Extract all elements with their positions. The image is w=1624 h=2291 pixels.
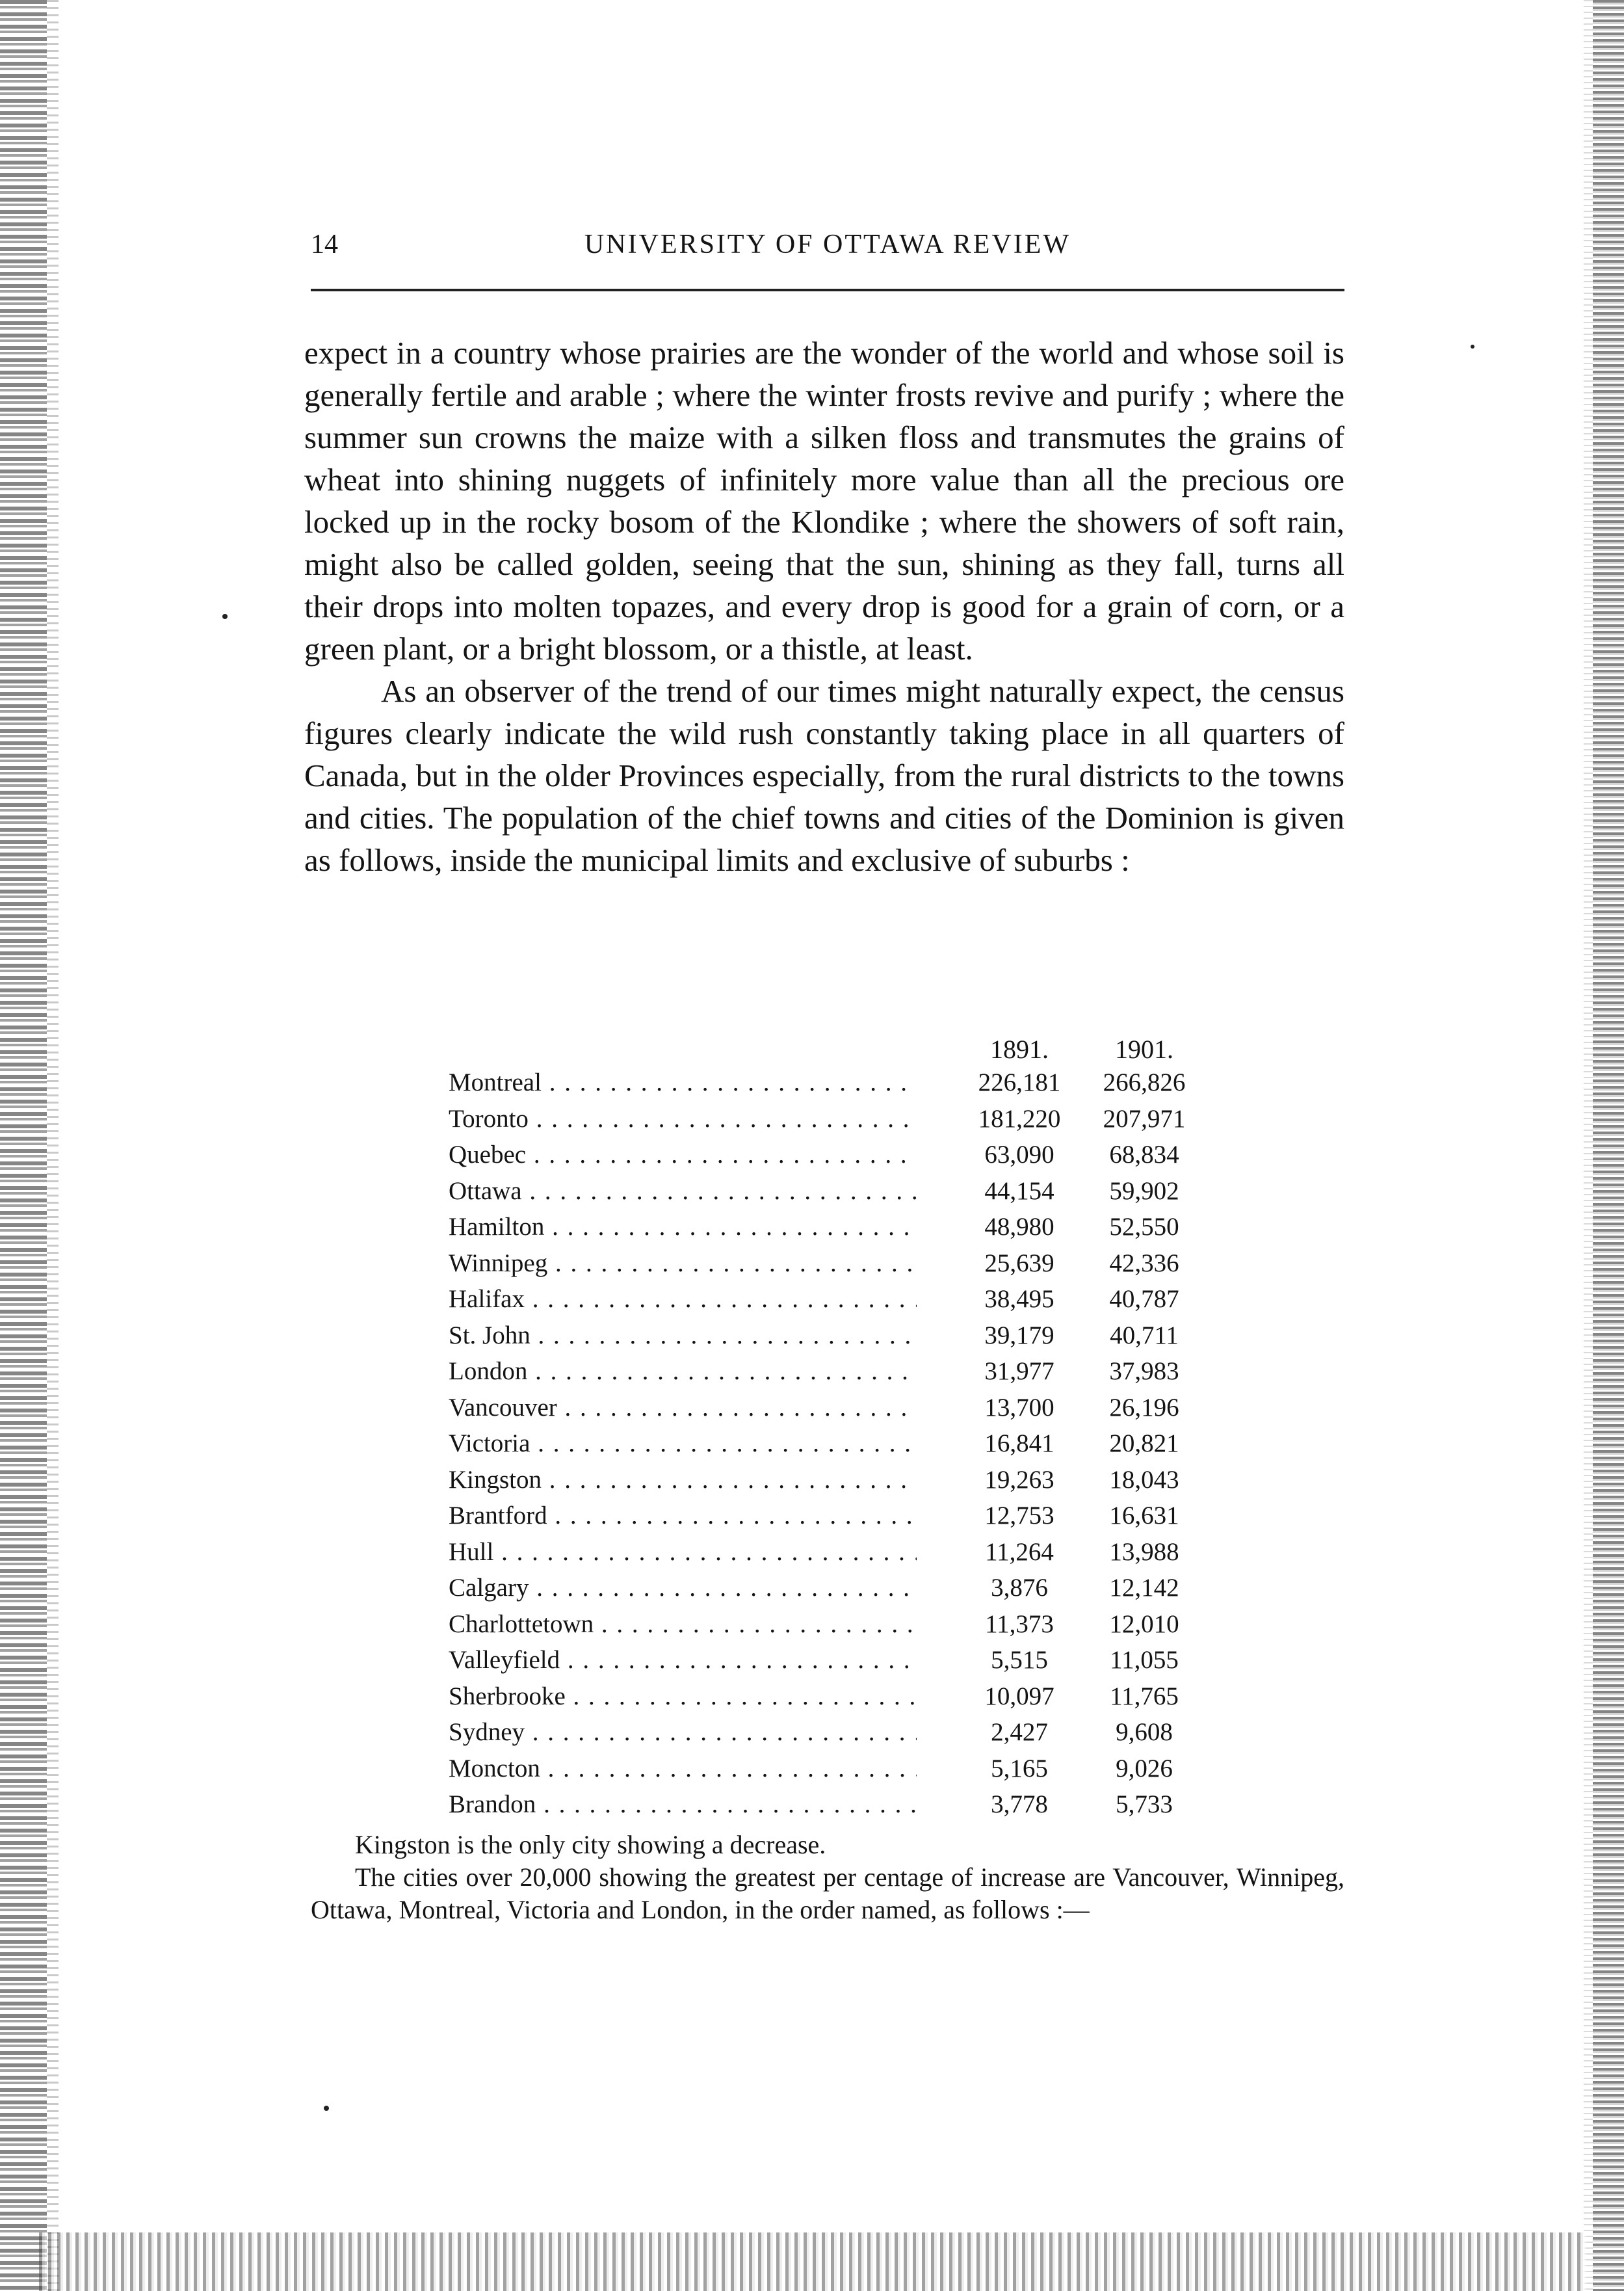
paragraph: As an observer of the trend of our times might naturally expect, the census figures clearly indicate the wild rush constantly taking place in all quarters of Canada, but in the older Provinces especially, from the rural districts to the towns and cities. The population of the chief towns and cities of the Dominion is given as follows, inside the municipal limits and exclusive of suburbs :	[304, 673, 1344, 878]
population-1901: 13,988	[1109, 1537, 1179, 1566]
population-1891: 16,841	[984, 1429, 1054, 1457]
scan-speck	[222, 614, 228, 619]
population-1891: 31,977	[984, 1357, 1054, 1385]
population-1901: 59,902	[1109, 1176, 1179, 1205]
population-1891: 12,753	[984, 1502, 1054, 1530]
city-name: Hull . . .	[449, 1537, 917, 1567]
running-head: UNIVERSITY OF OTTAWA REVIEW	[584, 230, 1071, 259]
population-1901: 12,010	[1109, 1609, 1179, 1638]
table-row	[449, 1537, 1216, 1574]
population-1891: 63,090	[984, 1141, 1054, 1169]
paragraph: expect in a country whose prairies are the wonder of the world and whose soil is generally fertile and arable ; where the winter frosts revive and purify ; where the summer sun crowns the maize with a silken floss and transmutes the grains of wheat into shining nuggets of infinitely more value than all the precious ore locked up in the rocky bosom of the Klondike ; where the showers of soft rain, might also be called golden, seeing that the sun, shining as they fall, turns all their drops into molten topazes, and every drop is good for a grain of corn, or a green plant, or a bright blossom, or a thistle, at least.	[304, 335, 1344, 667]
population-1891: 44,154	[984, 1176, 1054, 1205]
population-1901: 9,026	[1116, 1754, 1173, 1782]
population-1891: 19,263	[984, 1465, 1054, 1494]
column-header-1891: 1891.	[990, 1035, 1049, 1064]
table-row	[449, 1609, 1216, 1646]
table-row	[449, 1465, 1216, 1502]
body-text	[304, 332, 1344, 881]
population-1891: 10,097	[984, 1682, 1054, 1710]
population-1891: 13,700	[984, 1393, 1054, 1422]
city-name: Brantford . . .	[449, 1501, 917, 1530]
table-row	[449, 1104, 1216, 1141]
population-1901: 68,834	[1109, 1141, 1179, 1169]
population-1891: 3,778	[991, 1790, 1048, 1818]
population-1891: 11,373	[985, 1609, 1054, 1638]
page-number: 14	[311, 230, 338, 259]
scan-speck	[324, 2106, 329, 2111]
scan-left-edge-shadow	[47, 0, 59, 2291]
table-row	[449, 1357, 1216, 1393]
city-name: Sherbrooke . . .	[449, 1682, 917, 1711]
table-row	[449, 1393, 1216, 1429]
city-name: Montreal . . .	[449, 1068, 917, 1097]
city-name: Moncton . . .	[449, 1754, 917, 1783]
population-1901: 5,733	[1116, 1790, 1173, 1818]
table-row	[449, 1573, 1216, 1609]
city-name: Valleyfield . . .	[449, 1645, 917, 1675]
city-name: Toronto . . .	[449, 1104, 917, 1133]
table-row	[449, 1717, 1216, 1754]
population-1901: 16,631	[1109, 1502, 1179, 1530]
population-1891: 2,427	[991, 1718, 1048, 1746]
table-row	[449, 1501, 1216, 1537]
city-name: Victoria . . .	[449, 1429, 917, 1458]
table-row	[449, 1284, 1216, 1321]
city-name: Charlottetown . . .	[449, 1609, 917, 1639]
table-row	[449, 1176, 1216, 1213]
city-name: Hamilton . . .	[449, 1212, 917, 1241]
table-row	[449, 1754, 1216, 1790]
city-name: Sydney . . .	[449, 1717, 917, 1747]
city-name: Brandon . . .	[449, 1790, 917, 1819]
population-1891: 181,220	[978, 1104, 1061, 1133]
population-1891: 226,181	[978, 1068, 1061, 1096]
note: The cities over 20,000 showing the greatest per centage of increase are Vancouver, Winnipeg, Ottawa, Montreal, Victoria and London, in the order named, as follows :—	[311, 1862, 1344, 1924]
scan-speck	[1471, 345, 1474, 349]
table-row	[449, 1249, 1216, 1285]
city-name: Quebec . . .	[449, 1140, 917, 1169]
table-header	[449, 1034, 1216, 1066]
population-1891: 39,179	[984, 1321, 1054, 1349]
header-rule	[311, 289, 1344, 291]
city-name: Vancouver . . .	[449, 1393, 917, 1422]
population-1891: 38,495	[984, 1285, 1054, 1313]
population-1901: 207,971	[1103, 1104, 1186, 1133]
population-1891: 5,515	[991, 1646, 1048, 1674]
population-1901: 20,821	[1109, 1429, 1179, 1457]
scan-right-edge	[1593, 0, 1624, 2291]
notes	[311, 1829, 1344, 1926]
population-1901: 266,826	[1103, 1068, 1186, 1096]
population-1901: 26,196	[1109, 1393, 1179, 1422]
table-row	[449, 1645, 1216, 1682]
population-1891: 3,876	[991, 1574, 1048, 1602]
population-1901: 11,765	[1110, 1682, 1179, 1710]
table-row	[449, 1429, 1216, 1465]
table-row	[449, 1068, 1216, 1104]
city-name: London . . .	[449, 1357, 917, 1386]
table-body	[449, 1068, 1216, 1826]
population-1891: 25,639	[984, 1249, 1054, 1277]
scan-left-edge	[0, 0, 47, 2291]
table-row	[449, 1321, 1216, 1357]
population-1901: 40,711	[1110, 1321, 1179, 1349]
city-name: St. John . . .	[449, 1321, 917, 1350]
population-1901: 18,043	[1109, 1465, 1179, 1494]
scan-right-edge-shadow	[1584, 0, 1593, 2291]
city-name: Calgary . . .	[449, 1573, 917, 1602]
city-name: Winnipeg . . .	[449, 1249, 917, 1278]
table-row	[449, 1212, 1216, 1249]
population-1891: 48,980	[984, 1213, 1054, 1241]
page-header	[311, 229, 1344, 271]
population-1901: 9,608	[1116, 1718, 1173, 1746]
population-1901: 12,142	[1109, 1574, 1179, 1602]
city-name: Halifax . . .	[449, 1284, 917, 1314]
population-1901: 37,983	[1109, 1357, 1179, 1385]
city-name: Kingston . . .	[449, 1465, 917, 1494]
table-row	[449, 1140, 1216, 1176]
table-row	[449, 1682, 1216, 1718]
scan-bottom-edge	[39, 2232, 1586, 2291]
note: Kingston is the only city showing a decrease.	[355, 1830, 826, 1859]
population-1891: 5,165	[991, 1754, 1048, 1782]
column-header-1901: 1901.	[1115, 1035, 1173, 1064]
population-1901: 11,055	[1110, 1646, 1179, 1674]
table-row	[449, 1790, 1216, 1826]
population-1891: 11,264	[985, 1537, 1054, 1566]
population-1901: 52,550	[1109, 1213, 1179, 1241]
city-name: Ottawa . . .	[449, 1176, 917, 1206]
population-1901: 42,336	[1109, 1249, 1179, 1277]
population-1901: 40,787	[1109, 1285, 1179, 1313]
